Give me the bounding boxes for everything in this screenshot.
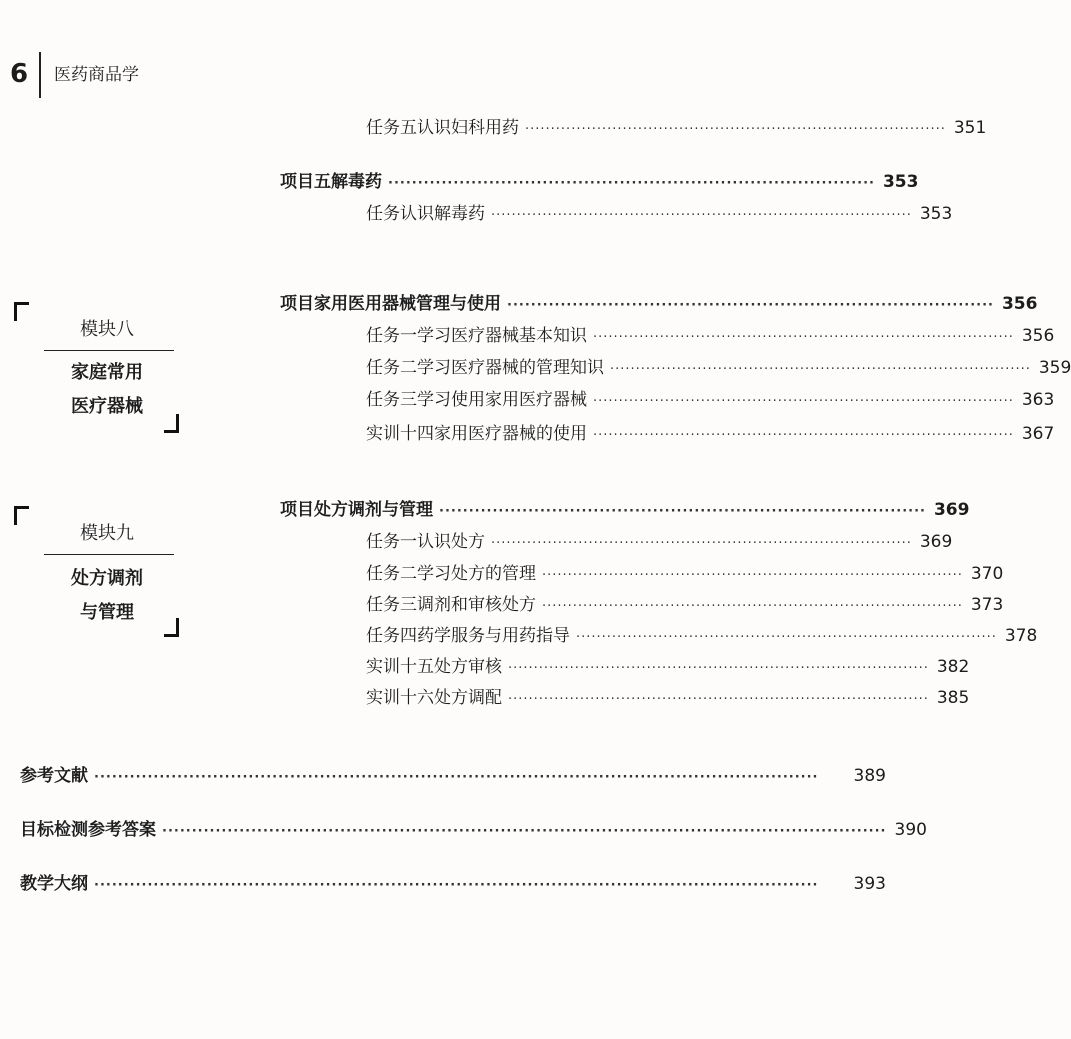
entry-title: 认识妇科用药 [417, 118, 519, 138]
entry-label: 项目五 [280, 172, 331, 192]
leader-dots: ·················································································· [508, 692, 929, 707]
entry-page: 369 [933, 500, 970, 520]
entry-title: 参考文献 [20, 766, 88, 786]
entry-page: 351 [953, 118, 987, 138]
entry-label: 任务一 [366, 326, 417, 346]
module-bracket-bottom-right [164, 414, 179, 433]
entry-page: 390 [894, 820, 927, 840]
toc-entry[interactable] [280, 170, 919, 194]
toc-entry[interactable] [366, 655, 970, 679]
entry-title: 教学大纲 [20, 874, 88, 894]
module-name: 模块九 [80, 523, 134, 544]
page-number: 6 [10, 59, 29, 89]
entry-title: 处方调配 [434, 688, 502, 708]
leader-dots: ·················································································· [593, 330, 1014, 345]
entry-page: 367 [1021, 424, 1055, 444]
module-bracket-bottom-right [164, 618, 179, 637]
entry-title: 学习医疗器械的管理知识 [417, 358, 604, 378]
leader-dots: ·················································································· [388, 176, 875, 191]
entry-page: 385 [936, 688, 970, 708]
module-bracket-top-left [14, 302, 29, 321]
entry-label: 任务 [366, 204, 400, 224]
entry-title: 学习处方的管理 [417, 564, 536, 584]
entry-page: 369 [919, 532, 953, 552]
leader-dots: ·························································································································· [162, 824, 887, 839]
leader-dots: ·················································································· [491, 208, 912, 223]
leader-dots: ·················································································· [439, 504, 926, 519]
module-title-line1: 处方调剂 [71, 568, 143, 589]
entry-label: 任务五 [366, 118, 417, 138]
entry-title: 解毒药 [331, 172, 382, 192]
entry-label: 项目 [280, 294, 314, 314]
entry-label: 实训十五 [366, 657, 434, 677]
toc-entry[interactable] [20, 872, 886, 896]
entry-label: 实训十六 [366, 688, 434, 708]
leader-dots: ·················································································· [508, 661, 929, 676]
leader-dots: ·················································································· [593, 428, 1014, 443]
leader-dots: ·················································································· [491, 536, 912, 551]
module-bracket-top-left [14, 506, 29, 525]
entry-title: 学习使用家用医疗器械 [417, 390, 587, 410]
toc-entry[interactable] [366, 202, 953, 226]
leader-dots: ·························································································································· [94, 770, 819, 785]
toc-entry[interactable] [366, 422, 1055, 446]
entry-page: 356 [1021, 326, 1055, 346]
entry-title: 认识处方 [417, 532, 485, 552]
toc-entry[interactable] [366, 686, 970, 710]
entry-page: 393 [853, 874, 886, 894]
entry-title: 处方调剂与管理 [314, 500, 433, 520]
header-divider [39, 52, 41, 98]
leader-dots: ·················································································· [507, 298, 994, 313]
entry-title: 药学服务与用药指导 [417, 626, 570, 646]
leader-dots: ·················································································· [610, 362, 1031, 377]
entry-label: 任务一 [366, 532, 417, 552]
entry-label: 任务二 [366, 564, 417, 584]
toc-entry[interactable] [366, 388, 1055, 412]
entry-label: 任务四 [366, 626, 417, 646]
entry-title: 目标检测参考答案 [20, 820, 156, 840]
toc-entry[interactable] [366, 324, 1055, 348]
entry-page: 378 [1004, 626, 1038, 646]
entry-label: 任务三 [366, 390, 417, 410]
leader-dots: ·················································································· [542, 599, 963, 614]
toc-entry[interactable] [20, 764, 886, 788]
toc-entry[interactable] [20, 818, 927, 842]
module-8-label [14, 302, 174, 434]
entry-page: 353 [919, 204, 953, 224]
entry-page: 389 [853, 766, 886, 786]
toc-entry[interactable] [280, 292, 1038, 316]
entry-page: 363 [1021, 390, 1055, 410]
entry-page: 370 [970, 564, 1004, 584]
entry-title: 家用医疗器械的使用 [434, 424, 587, 444]
leader-dots: ·················································································· [593, 394, 1014, 409]
entry-page: 382 [936, 657, 970, 677]
module-title-line2: 与管理 [80, 602, 134, 623]
toc-entry[interactable] [366, 356, 1071, 380]
leader-dots: ·················································································· [576, 630, 997, 645]
toc-entry[interactable] [366, 530, 953, 554]
entry-page: 356 [1001, 294, 1038, 314]
entry-title: 学习医疗器械基本知识 [417, 326, 587, 346]
module-divider [44, 350, 174, 351]
leader-dots: ·················································································· [542, 568, 963, 583]
entry-page: 373 [970, 595, 1004, 615]
module-9-label [14, 506, 174, 638]
module-title-line1: 家庭常用 [71, 362, 143, 383]
book-title: 医药商品学 [54, 65, 139, 85]
entry-page: 353 [882, 172, 919, 192]
entry-label: 实训十四 [366, 424, 434, 444]
entry-title: 认识解毒药 [400, 204, 485, 224]
toc-entry[interactable] [366, 116, 987, 140]
leader-dots: ·················································································· [525, 122, 946, 137]
toc-entry[interactable] [366, 624, 1038, 648]
entry-label: 项目 [280, 500, 314, 520]
toc-entry[interactable] [366, 562, 1004, 586]
module-title-line2: 医疗器械 [71, 396, 143, 417]
entry-title: 家用医用器械管理与使用 [314, 294, 501, 314]
entry-label: 任务三 [366, 595, 417, 615]
entry-page: 359 [1038, 358, 1071, 378]
module-divider [44, 554, 174, 555]
leader-dots: ·························································································································· [94, 878, 819, 893]
toc-entry[interactable] [280, 498, 970, 522]
entry-label: 任务二 [366, 358, 417, 378]
entry-title: 处方审核 [434, 657, 502, 677]
toc-entry[interactable] [366, 593, 1004, 617]
module-name: 模块八 [80, 319, 134, 340]
entry-title: 调剂和审核处方 [417, 595, 536, 615]
